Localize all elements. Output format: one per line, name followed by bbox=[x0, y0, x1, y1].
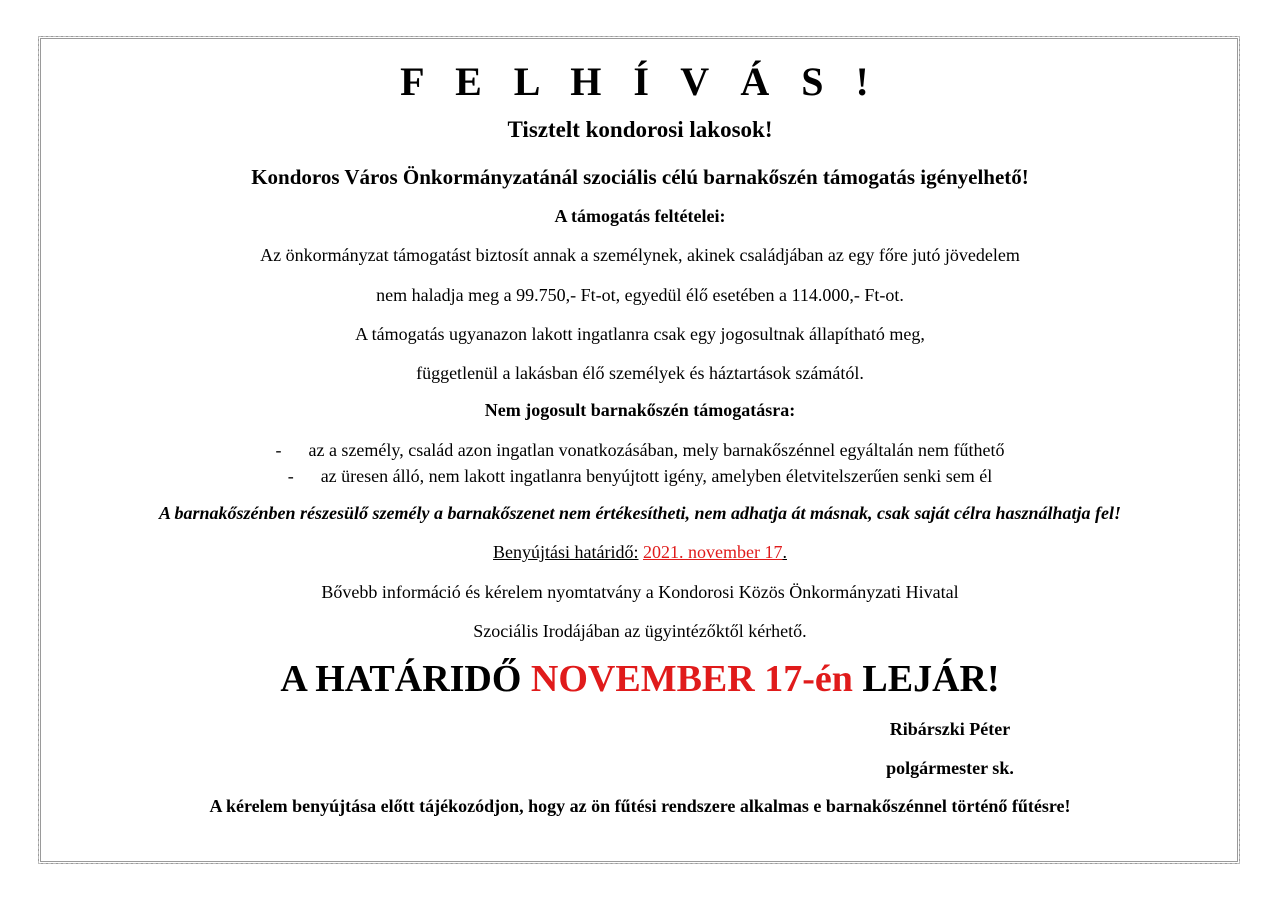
submission-deadline bbox=[40, 542, 1240, 563]
not-eligible-item bbox=[40, 440, 1240, 461]
footer-advice: A kérelem benyújtása előtt tájékozódjon, hogy az ön fűtési rendszere alkalmas e barnakőszénnel történő fűtésre! bbox=[209, 796, 1071, 816]
conditions-heading: A támogatás feltételei: bbox=[554, 206, 726, 226]
signature-title: polgármester sk. bbox=[886, 758, 1014, 778]
condition-line: nem haladja meg a 99.750,- Ft-ot, egyedül élő esetében a 114.000,- Ft-ot. bbox=[376, 285, 904, 305]
notice-subtitle: Kondoros Város Önkormányzatánál szociális célú barnakőszén támogatás igényelhető! bbox=[251, 165, 1029, 189]
not-eligible-text: az a személy, család azon ingatlan vonatkozásában, mely barnakőszénnel egyáltalán nem fűthető bbox=[308, 440, 1005, 460]
greeting: Tisztelt kondorosi lakosok! bbox=[507, 117, 773, 142]
condition-line: A támogatás ugyanazon lakott ingatlanra csak egy jogosultnak állapítható meg, bbox=[355, 324, 925, 344]
not-eligible-heading: Nem jogosult barnakőszén támogatásra: bbox=[484, 400, 796, 420]
deadline-banner-date: NOVEMBER 17-én bbox=[530, 658, 853, 700]
deadline-period: . bbox=[782, 542, 787, 562]
signature-name: Ribárszki Péter bbox=[889, 719, 1011, 739]
condition-line: függetlenül a lakásban élő személyek és háztartások számától. bbox=[416, 363, 864, 383]
deadline-banner bbox=[40, 657, 1240, 701]
bullet-dash: - bbox=[275, 440, 282, 460]
deadline-banner-part: LEJÁR! bbox=[852, 658, 1000, 700]
condition-line: Az önkormányzat támogatást biztosít annak a személynek, akinek családjában az egy főre jutó jövedelem bbox=[260, 245, 1020, 265]
deadline-date: 2021. november 17 bbox=[642, 542, 783, 562]
usage-restriction-note: A barnakőszénben részesülő személy a barnakőszenet nem értékesítheti, nem adhatja át másnak, csak saját célra használhatja fel! bbox=[158, 503, 1122, 523]
deadline-banner-part: A HATÁRIDŐ bbox=[280, 658, 531, 700]
not-eligible-text: az üresen álló, nem lakott ingatlanra benyújtott igény, amelyben életvitelszerűen senki sem él bbox=[320, 466, 993, 486]
not-eligible-item bbox=[40, 466, 1240, 487]
bullet-dash: - bbox=[287, 466, 294, 486]
deadline-label: Benyújtási határidő: bbox=[493, 542, 639, 562]
notice-title: F E L H Í V Á S ! bbox=[400, 59, 880, 104]
info-line: Bővebb információ és kérelem nyomtatvány a Kondorosi Közös Önkormányzati Hivatal bbox=[321, 582, 959, 602]
info-line: Szociális Irodájában az ügyintézőktől kérhető. bbox=[473, 621, 807, 641]
